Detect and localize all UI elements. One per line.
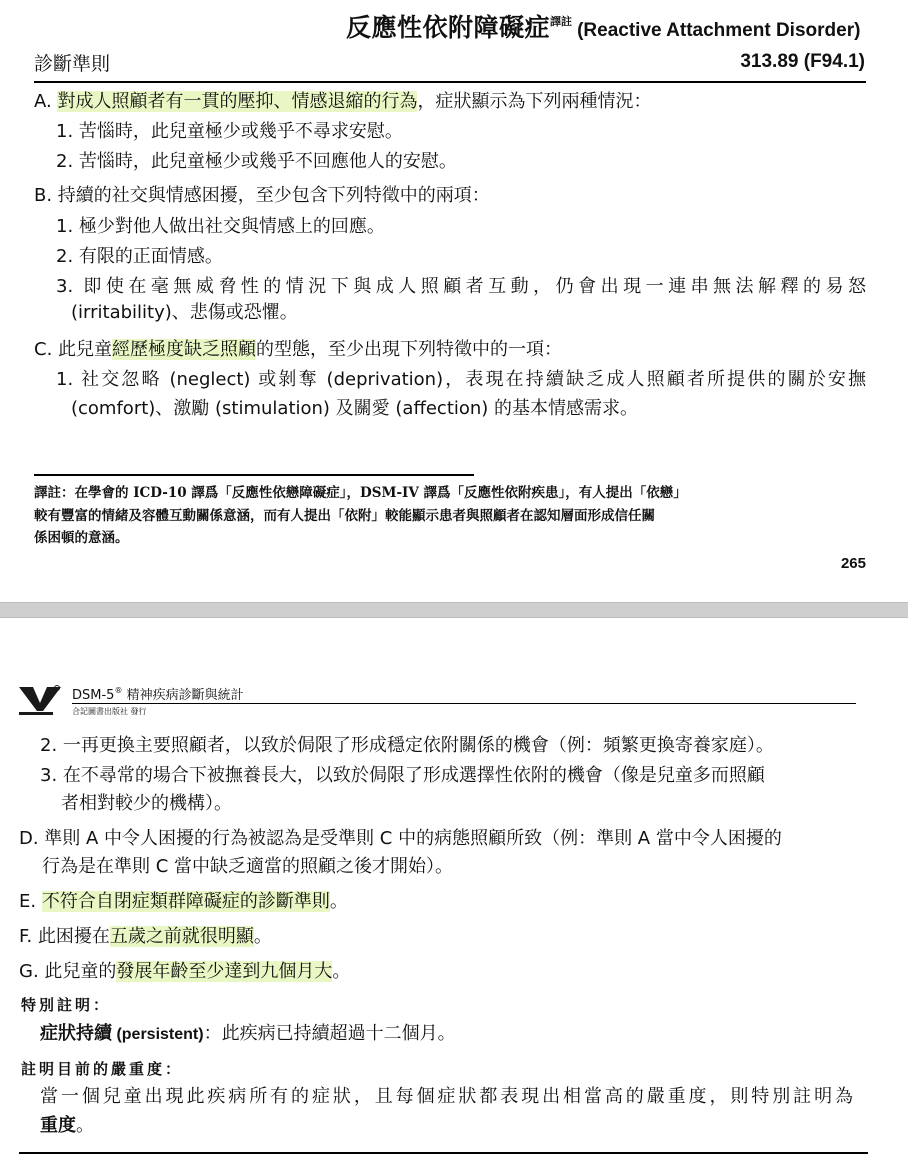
severity-description: 當一個兒童出現此疾病所有的症狀，且每個症狀都表現出相當高的嚴重度，則特別註明為	[40, 1086, 853, 1107]
registered-mark: ®	[114, 686, 123, 695]
persistent-term: 症狀持續	[40, 1023, 112, 1044]
persistent-description: ：此疾病已持續超過十二個月。	[203, 1023, 456, 1044]
criterion-g	[19, 959, 350, 985]
criterion-b-item-3: 3. 即使在毫無威脅性的情況下與成人照顧者互動，仍會出現一連串無法解釋的易怒	[56, 276, 866, 297]
publisher-logo-icon	[19, 685, 61, 715]
criterion-b-item-3-cont: (irritability)、悲傷或恐懼。	[71, 302, 298, 323]
footnote-line-1: 譯註：在學會的 ICD-10 譯爲「反應性依戀障礙症」，DSM-IV 譯爲「反應性依附疾患」，有人提出「依戀」	[34, 485, 687, 501]
criterion-c-item-3: 3. 在不尋常的場合下被撫養長大，以致於侷限了形成選擇性依附的機會（像是兒童多而照顧	[40, 765, 765, 786]
criterion-a-item-2: 2. 苦惱時，此兒童極少或幾乎不回應他人的安慰。	[56, 151, 457, 172]
criterion-a-rest: ，症狀顯示為下列兩種情況：	[417, 91, 652, 112]
criterion-a-highlight: 對成人照顧者有一貫的壓抑、情感退縮的行為	[57, 91, 418, 112]
criterion-c-item-1: 1. 社交忽略 (neglect) 或剝奪 (deprivation)，表現在持續缺乏成人照顧者所提供的關於安撫	[56, 369, 866, 390]
page-bottom-divider	[19, 1152, 868, 1154]
footnote-line-2: 較有豐富的情緒及容體互動關係意涵，而有人提出「依附」較能顯示患者與照顧者在認知層面形成信任關	[34, 508, 655, 524]
persistent-english: (persistent)	[112, 1026, 204, 1043]
criterion-e-label: E.	[19, 891, 37, 912]
criterion-c-item-1-cont: (comfort)、激勵 (stimulation) 及關愛 (affection) 的基本情感需求。	[71, 398, 639, 419]
page-number: 265	[840, 555, 866, 572]
page-separator	[0, 602, 908, 618]
criterion-c-prefix: C. 此兒童	[34, 339, 113, 360]
running-title	[72, 684, 244, 703]
running-title-rest: 精神疾病診斷與統計	[122, 688, 244, 703]
criterion-c-rest: 的型態，至少出現下列特徵中的一項：	[256, 339, 563, 360]
criterion-b-item-2: 2. 有限的正面情感。	[56, 246, 223, 267]
criterion-f-highlight: 五歲之前就很明顯	[109, 926, 254, 947]
running-title-dsm: DSM-5	[72, 688, 115, 703]
footnote-line-3: 係困頓的意涵。	[34, 530, 129, 546]
criterion-d-cont: 行為是在準則 C 當中缺乏適當的照顧之後才開始）。	[42, 856, 454, 877]
criterion-e	[19, 889, 348, 915]
criterion-g-prefix: G. 此兒童的	[19, 961, 117, 982]
title-chinese: 反應性依附障礙症	[346, 13, 551, 42]
criterion-c-item-3-cont: 者相對較少的機構）。	[61, 793, 232, 814]
criterion-g-highlight: 發展年齡至少達到九個月大	[116, 961, 333, 982]
severity-label: 註明目前的嚴重度：	[21, 1060, 184, 1078]
criterion-d: D. 準則 A 中令人困擾的行為被認為是受準則 C 中的病態照顧所致（例：準則 A 當中令人困擾的	[19, 828, 782, 849]
severity-description-cont	[40, 1113, 94, 1139]
header-divider	[34, 81, 866, 83]
criterion-c	[34, 337, 562, 363]
page-title	[346, 8, 860, 44]
criterion-b: B. 持續的社交與情感困擾，至少包含下列特徵中的兩項：	[34, 185, 490, 206]
severity-severe: 重度	[40, 1115, 76, 1136]
criterion-c-item-2: 2. 一再更換主要照顧者，以致於侷限了形成穩定依附關係的機會（例：頻繁更換寄養家庭）。	[40, 735, 774, 756]
running-header-divider	[72, 703, 856, 704]
criterion-f	[19, 924, 272, 950]
section-heading-diagnostic-criteria: 診斷準則	[34, 53, 111, 75]
footnote-divider	[34, 474, 474, 476]
criterion-e-end: 。	[329, 891, 348, 912]
criterion-b-item-1: 1. 極少對他人做出社交與情感上的回應。	[56, 216, 385, 237]
publisher-name: 合記圖書出版社 發行	[72, 707, 147, 716]
translator-note-mark: 譯註	[550, 15, 573, 28]
criterion-a-label: A.	[34, 91, 52, 112]
title-english: (Reactive Attachment Disorder)	[577, 20, 861, 41]
diagnostic-code: 313.89 (F94.1)	[740, 51, 865, 72]
criterion-f-prefix: F. 此困擾在	[19, 926, 110, 947]
specify-label: 特別註明：	[21, 996, 112, 1014]
document-page-266	[0, 618, 908, 1168]
severity-end: 。	[76, 1115, 94, 1136]
criterion-a	[34, 89, 651, 115]
criterion-a-item-1: 1. 苦惱時，此兒童極少或幾乎不尋求安慰。	[56, 121, 403, 142]
specifier-persistent	[40, 1021, 456, 1048]
criterion-g-end: 。	[332, 961, 351, 982]
criterion-e-highlight: 不符合自閉症類群障礙症的診斷準則	[41, 891, 330, 912]
criterion-c-highlight: 經歷極度缺乏照顧	[112, 339, 257, 360]
criterion-f-end: 。	[253, 926, 272, 947]
